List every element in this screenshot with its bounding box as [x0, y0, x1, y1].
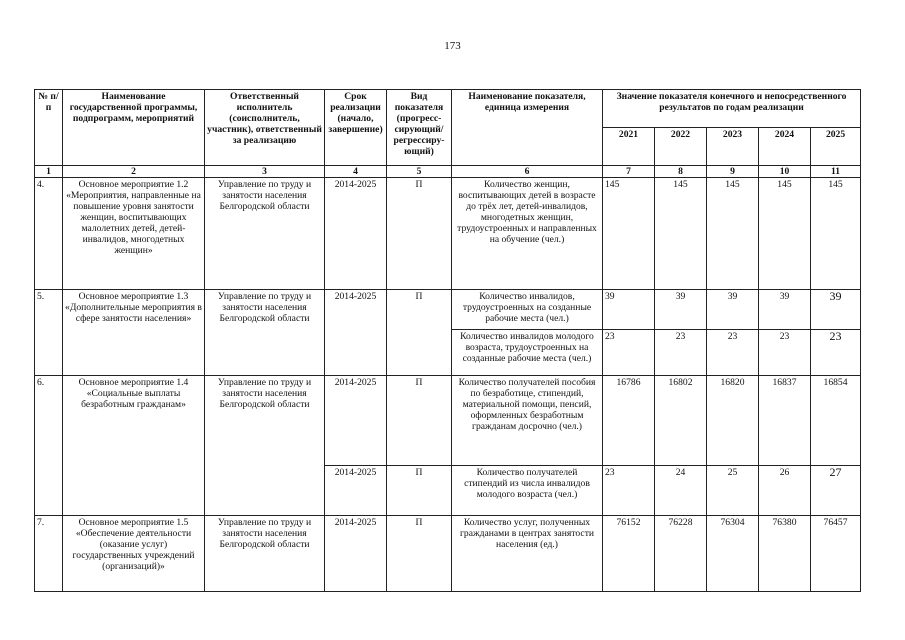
column-number: 3	[205, 166, 325, 178]
row-value: 76228	[655, 516, 707, 592]
column-number: 9	[707, 166, 759, 178]
row-indicator-name: Количество женщин, воспитывающих детей в возрасте до трёх лет, детей-инвалидов, многодетных женщин, трудоустроенных и направленных на обучение (чел.)	[452, 178, 603, 290]
column-number: 1	[35, 166, 63, 178]
row-name: Основное мероприятие 1.3 «Дополнительные мероприятия в сфере занятости населения»	[63, 290, 205, 376]
row-value: 145	[707, 178, 759, 290]
column-number: 4	[325, 166, 387, 178]
row-value: 145	[603, 178, 655, 290]
table-row	[35, 290, 861, 330]
indicators-table	[34, 89, 861, 592]
row-value: 39	[811, 290, 861, 330]
row-value: 16820	[707, 376, 759, 466]
table-row	[35, 376, 861, 466]
row-term: 2014-2025	[325, 466, 387, 516]
row-value: 25	[707, 466, 759, 516]
column-number: 8	[655, 166, 707, 178]
row-value: 23	[603, 466, 655, 516]
column-number: 2	[63, 166, 205, 178]
row-value: 23	[603, 330, 655, 376]
row-term: 2014-2025	[325, 376, 387, 466]
row-indicator-name: Количество услуг, полученных гражданами в центрах занятости населения (ед.)	[452, 516, 603, 592]
row-value: 76152	[603, 516, 655, 592]
column-number: 6	[452, 166, 603, 178]
row-no: 5.	[35, 290, 63, 376]
row-value: 145	[811, 178, 861, 290]
row-value: 24	[655, 466, 707, 516]
row-responsible: Управление по труду и занятости населения Белгородской области	[205, 516, 325, 592]
header-no: № п/ п	[35, 90, 63, 166]
row-indicator-type: П	[387, 178, 452, 290]
row-value: 23	[707, 330, 759, 376]
row-value: 76304	[707, 516, 759, 592]
row-indicator-type: П	[387, 376, 452, 466]
row-value: 23	[811, 330, 861, 376]
column-number: 11	[811, 166, 861, 178]
table-row	[35, 178, 861, 290]
header-year: 2023	[707, 128, 759, 166]
header-year: 2024	[759, 128, 811, 166]
row-no: 4.	[35, 178, 63, 290]
row-no: 7.	[35, 516, 63, 592]
row-value: 145	[759, 178, 811, 290]
row-indicator-type: П	[387, 516, 452, 592]
row-no: 6.	[35, 376, 63, 516]
table-row	[35, 516, 861, 592]
row-term: 2014-2025	[325, 516, 387, 592]
row-indicator-type: П	[387, 290, 452, 376]
row-value: 16802	[655, 376, 707, 466]
row-indicator-name: Количество получателей стипендий из числа инвалидов молодого возраста (чел.)	[452, 466, 603, 516]
row-indicator-type: П	[387, 466, 452, 516]
row-name: Основное мероприятие 1.4 «Социальные выплаты безработным гражданам»	[63, 376, 205, 516]
row-value: 27	[811, 466, 861, 516]
header-name: Наименование государственной программы, подпрограмм, мероприятий	[63, 90, 205, 166]
row-name: Основное мероприятие 1.2 «Мероприятия, направленные на повышение уровня занятости женщин, воспитывающих малолетних детей, детей-инвалидов, многодетных женщин»	[63, 178, 205, 290]
column-number: 10	[759, 166, 811, 178]
header-year: 2022	[655, 128, 707, 166]
column-numbers-row	[35, 166, 861, 178]
header-year: 2021	[603, 128, 655, 166]
row-responsible: Управление по труду и занятости населения Белгородской области	[205, 376, 325, 516]
column-number: 7	[603, 166, 655, 178]
page-number: 173	[444, 40, 461, 52]
row-value: 16837	[759, 376, 811, 466]
row-value: 145	[655, 178, 707, 290]
header-values-title: Значение показателя конечного и непосредственного результатов по годам реализации	[603, 90, 861, 128]
row-responsible: Управление по труду и занятости населения Белгородской области	[205, 290, 325, 376]
row-term: 2014-2025	[325, 290, 387, 376]
row-value: 16854	[811, 376, 861, 466]
header-indicator-name: Наименование показателя, единица измерения	[452, 90, 603, 166]
column-number: 5	[387, 166, 452, 178]
row-value: 76457	[811, 516, 861, 592]
row-value: 39	[603, 290, 655, 330]
row-name: Основное мероприятие 1.5 «Обеспечение деятельности (оказание услуг) государственных учреждений (организаций)»	[63, 516, 205, 592]
row-responsible: Управление по труду и занятости населения Белгородской области	[205, 178, 325, 290]
row-value: 26	[759, 466, 811, 516]
header-year: 2025	[811, 128, 861, 166]
row-indicator-name: Количество инвалидов молодого возраста, трудоустроенных на созданные рабочие места (чел.)	[452, 330, 603, 376]
row-value: 23	[655, 330, 707, 376]
header-responsible: Ответственный исполнитель (соисполнитель, участник), ответственный за реализацию	[205, 90, 325, 166]
row-indicator-name: Количество получателей пособия по безработице, стипендий, материальной помощи, пенсий, оформленных безработным гражданам досрочно (чел.)	[452, 376, 603, 466]
row-value: 23	[759, 330, 811, 376]
header-term: Срок реализации (начало, завершение)	[325, 90, 387, 166]
row-value: 76380	[759, 516, 811, 592]
row-value: 39	[707, 290, 759, 330]
row-term: 2014-2025	[325, 178, 387, 290]
row-value: 16786	[603, 376, 655, 466]
row-value: 39	[655, 290, 707, 330]
header-indicator-type: Вид показателя (прогресс-сирующий/ регрессиру-ющий)	[387, 90, 452, 166]
row-indicator-name: Количество инвалидов, трудоустроенных на созданные рабочие места (чел.)	[452, 290, 603, 330]
row-value: 39	[759, 290, 811, 330]
